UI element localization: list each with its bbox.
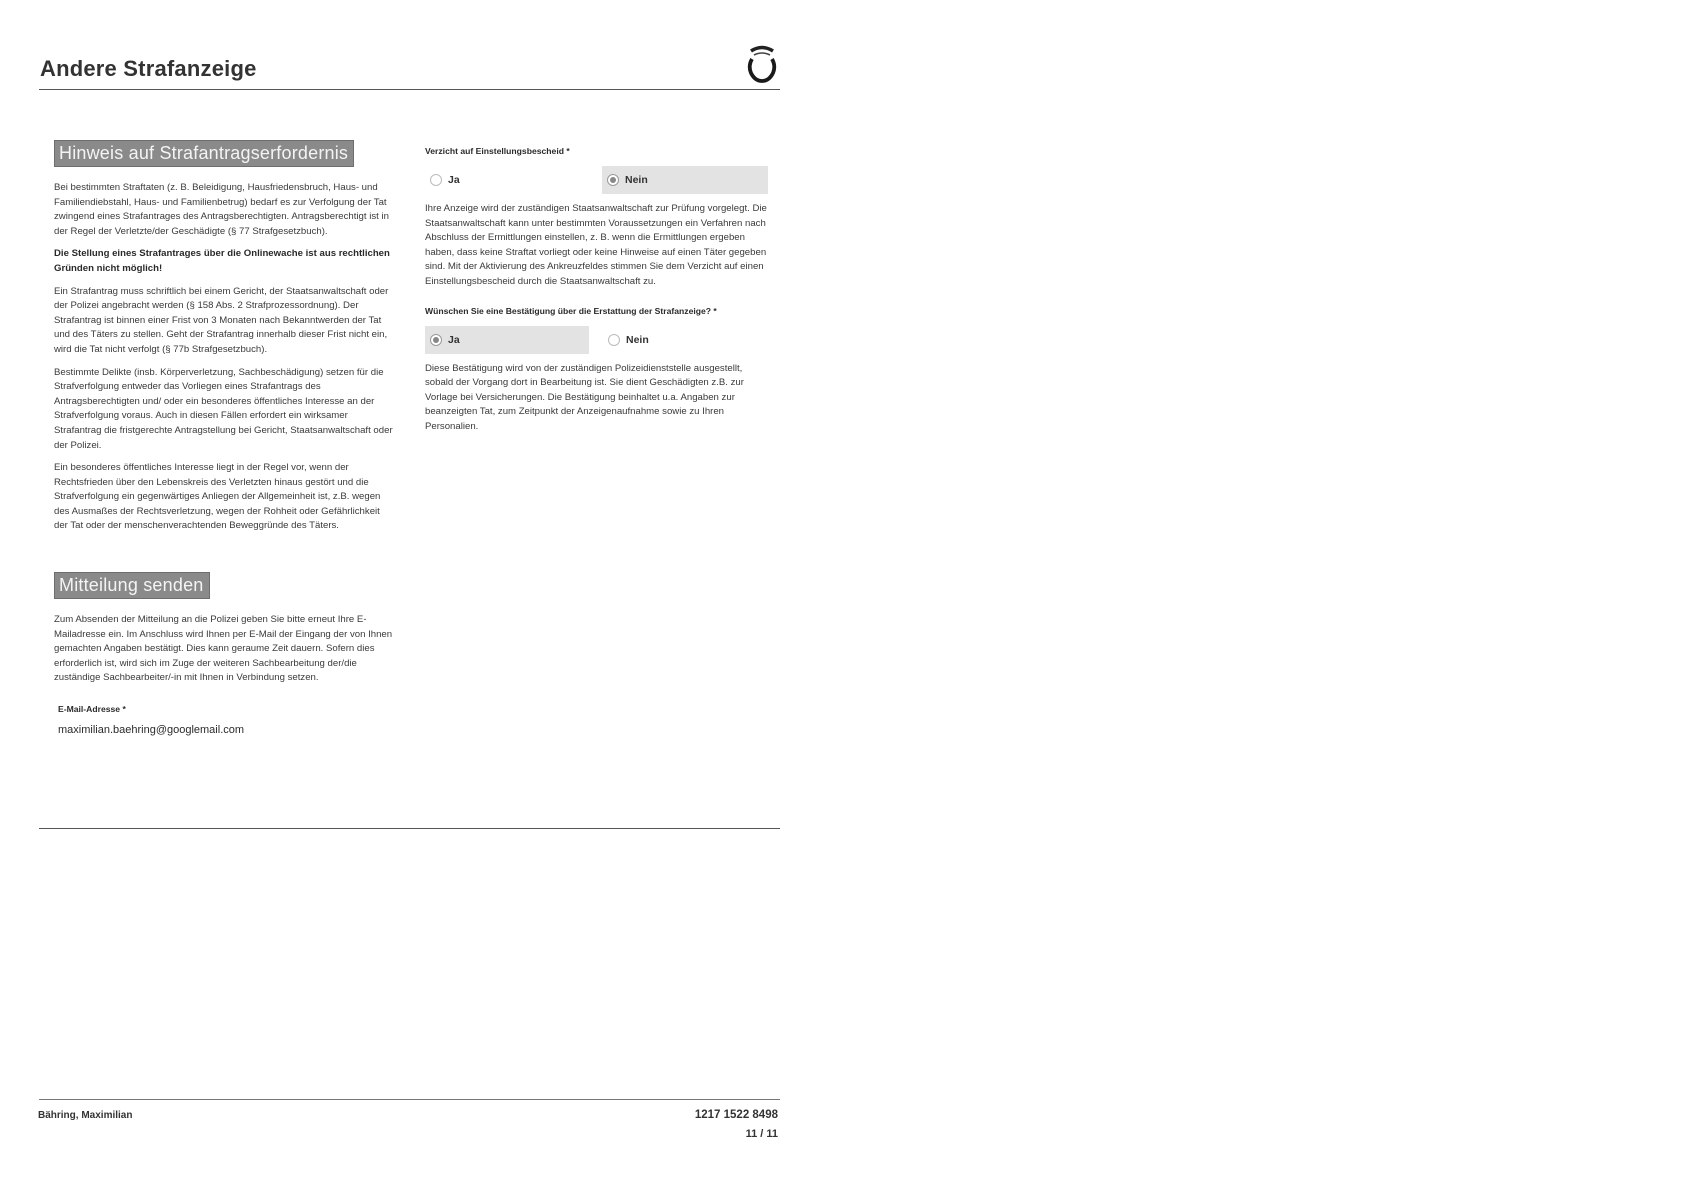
- paragraph: Ein besonderes öffentliches Interesse liegt in der Regel vor, wenn der Rechtsfrieden über den Lebenskreis des Verletzten hinaus gestört und die Strafverfolgung ein gegenwärtiges Anliegen der Allgemeinheit ist, z.B. wegen des Ausmaßes der Rechtsverletzung, wegen der Rohheit oder Gefährlichkeit der Tat oder der menschenverachtenden Beweggründe des Täters.: [54, 462, 381, 532]
- radio-selected-icon: [430, 334, 442, 346]
- confirmation-radio-ja[interactable]: [425, 326, 589, 354]
- radio-label: Ja: [448, 333, 460, 346]
- footer-reference-number: 1217 1522 8498: [694, 1109, 778, 1121]
- waiver-description: Ihre Anzeige wird der zuständigen Staatsanwaltschaft zur Prüfung vorgelegt. Die Staatsanwaltschaft kann unter bestimmten Voraussetzungen ein Verfahren nach Abschluss der Ermittlungen einstellen, z. B. wenn die Ermittlungen ergeben haben, dass keine Straftat vorliegt oder keine Hinweise auf einen Täter gegeben sind. Mit der Aktivierung des Ankreuzfeldes stimmen Sie dem Verzicht auf einen Einstellungsbescheid durch die Staatsanwaltschaft zu.: [425, 203, 767, 287]
- email-label: E-Mail-Adresse *: [58, 704, 126, 715]
- radio-label: Nein: [625, 174, 648, 186]
- notice-paragraph: Die Stellung eines Strafantrages über die Onlinewache ist aus rechtlichen Gründen nicht möglich!: [54, 248, 390, 274]
- right-column: [425, 140, 770, 443]
- waiver-radio-group: [425, 166, 770, 196]
- left-column: [54, 140, 394, 736]
- confirmation-label: Wünschen Sie eine Bestätigung über die Erstattung der Strafanzeige? *: [425, 305, 717, 316]
- radio-label: Ja: [448, 174, 460, 186]
- content-divider: [39, 828, 780, 829]
- paragraph: Ein Strafantrag muss schriftlich bei einem Gericht, der Staatsanwaltschaft oder der Polizei angebracht werden (§ 158 Abs. 2 Strafprozessordnung). Der Strafantrag ist binnen einer Frist von 3 Monaten nach Bekanntwerden der Tat und des Täters zu stellen. Geht der Strafantrag innerhalb dieser Frist nicht ein, wird die Tat nicht verfolgt (§ 77b Strafgesetzbuch).: [54, 285, 389, 355]
- confirmation-radio-group: [425, 326, 770, 356]
- paragraph: Zum Absenden der Mitteilung an die Polizei geben Sie bitte erneut Ihre E-Mailadresse ein. Im Anschluss wird Ihnen per E-Mail der Eingang der von Ihnen gemachten Angaben bestätigt. Dies kann geraume Zeit dauern. Sofern dies erforderlich ist, wird sich im Zuge der weiteren Sachbearbeitung der/die zuständige Sachbearbeiter/-in mit Ihnen in Verbindung setzen.: [54, 614, 393, 684]
- radio-circle-icon: [608, 334, 620, 346]
- paragraph: Bei bestimmten Straftaten (z. B. Beleidigung, Hausfriedensbruch, Haus- und Familiendiebstahl, Haus- und Familienbetrug) bedarf es zur Verfolgung der Tat zwingend eines Strafantrages des Antragsberechtigten. Antragsberechtigt ist in der Regel der Verletzte/der Geschädigte (§ 77 Strafgesetzbuch).: [54, 182, 389, 237]
- radio-circle-icon: [430, 174, 442, 186]
- header-divider: [39, 89, 780, 90]
- confirmation-radio-nein[interactable]: [603, 326, 763, 354]
- waiver-radio-ja[interactable]: [425, 166, 585, 194]
- confirmation-description: Diese Bestätigung wird von der zuständigen Polizeidienststelle ausgestellt, sobald der Vorgang dort in Bearbeitung ist. Sie dient Geschädigten z.B. zur Vorlage bei Versicherungen. Die Bestätigung beinhaltet u.a. Angaben zur beanzeigten Tat, zum Zeitpunkt der Anzeigenaufnahme sowie zu Ihren Personalien.: [425, 362, 744, 432]
- section-heading-mitteilung: Mitteilung senden: [54, 572, 210, 599]
- police-logo-icon: [744, 42, 780, 84]
- page-title: Andere Strafanzeige: [40, 56, 257, 81]
- page-number: 11 / 11: [745, 1128, 778, 1140]
- radio-selected-icon: [607, 174, 619, 186]
- footer-divider: [39, 1099, 780, 1100]
- footer-name: Bähring, Maximilian: [38, 1110, 133, 1121]
- section-heading-strafantrag: Hinweis auf Strafantragserfordernis: [54, 140, 354, 167]
- paragraph: Bestimmte Delikte (insb. Körperverletzung, Sachbeschädigung) setzen für die Strafverfolgung entweder das Vorliegen eines Strafantrags des Antragsberechtigten und/ oder ein besonderes öffentliches Interesse an der Strafverfolgung voraus. Auch in diesen Fällen erfordert ein wirksamer Strafantrag die fristgerechte Antragstellung bei Gericht, Staatsanwaltschaft oder der Polizei.: [54, 366, 393, 451]
- radio-label: Nein: [626, 333, 649, 346]
- waiver-radio-nein[interactable]: [602, 166, 768, 194]
- email-field[interactable]: maximilian.baehring@googlemail.com: [58, 724, 245, 737]
- waiver-label: Verzicht auf Einstellungsbescheid *: [425, 146, 570, 156]
